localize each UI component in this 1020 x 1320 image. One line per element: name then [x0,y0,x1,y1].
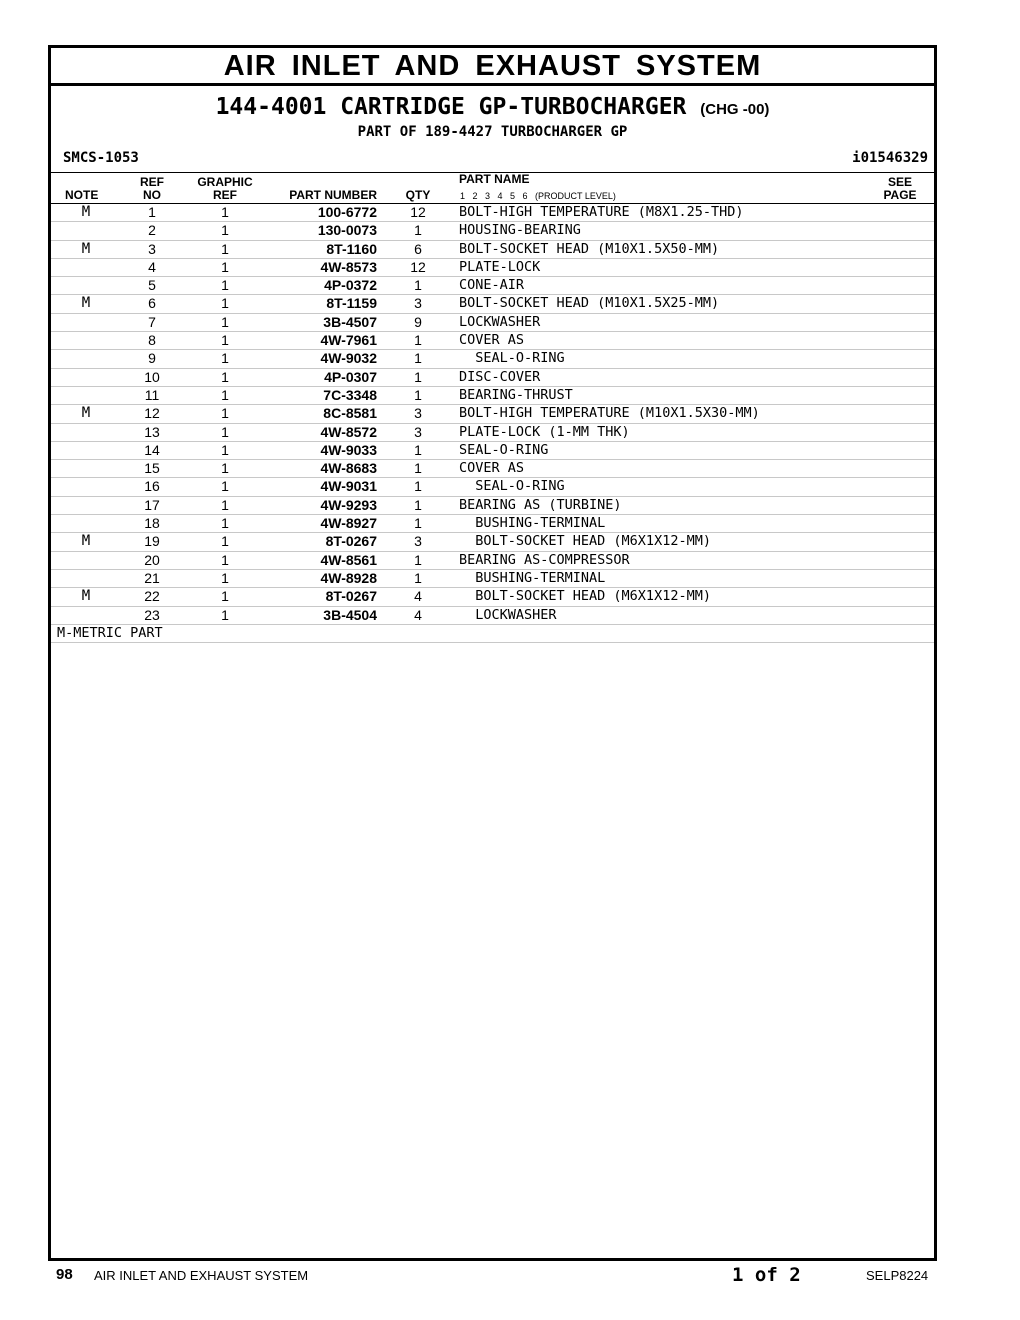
table-row [51,588,934,606]
part-number-cell[interactable]: 8T-0267 [325,588,377,605]
part-name-cell: COVER AS [459,332,525,349]
part-name-cell: BOLT-SOCKET HEAD (M10X1.5X25-MM) [459,295,720,312]
graphic-ref-cell: 1 [221,277,229,294]
quantity-cell: 12 [410,204,426,220]
quantity-cell: 1 [414,222,422,239]
ref-number-cell: 16 [144,478,160,495]
change-level: (CHG -00) [700,101,770,118]
ref-number-cell: 5 [148,277,156,294]
part-name-cell: BEARING AS (TURBINE) [459,496,622,513]
part-name-cell: LOCKWASHER [459,606,557,623]
graphic-ref-cell: 1 [221,533,229,550]
graphic-ref-cell: 1 [221,460,229,477]
part-name-cell: COVER AS [459,460,525,477]
ref-number-cell: 6 [148,295,156,312]
note-cell: M [81,295,91,312]
part-number-cell[interactable]: 3B-4507 [323,313,377,330]
page-of: 1 of 2 [732,1264,801,1286]
part-name-cell: PLATE-LOCK (1-MM THK) [459,423,630,440]
part-name-cell: LOCKWASHER [459,313,541,330]
table-header [51,172,934,204]
quantity-cell: 12 [410,258,426,275]
graphic-ref-cell: 1 [221,204,229,220]
quantity-cell: 1 [414,441,422,458]
part-number-cell[interactable]: 3B-4504 [323,606,377,623]
ref-number-cell: 11 [144,386,160,403]
group-heading-text: 144-4001 CARTRIDGE GP-TURBOCHARGER [215,94,687,120]
ref-number-cell: 14 [144,441,160,458]
quantity-cell: 6 [414,240,422,257]
page-frame [48,45,937,1261]
col-product-level: 1 2 3 4 5 6 (PRODUCT LEVEL) [460,191,616,201]
quantity-cell: 1 [414,515,422,532]
part-name-cell: BOLT-SOCKET HEAD (M6X1X12-MM) [459,533,711,550]
table-row [51,222,934,240]
table-row [51,259,934,277]
ref-number-cell: 7 [148,313,156,330]
metric-legend: M-METRIC PART [51,625,934,643]
quantity-cell: 1 [414,460,422,477]
table-row [51,533,934,551]
part-number-cell[interactable]: 4W-9032 [320,350,377,367]
part-number-cell[interactable]: 7C-3348 [323,386,377,403]
col-qty: QTY [405,188,431,202]
part-number-cell[interactable]: 4W-7961 [320,332,377,349]
ref-number-cell: 21 [144,569,160,586]
graphic-ref-cell: 1 [221,295,229,312]
quantity-cell: 1 [414,368,422,385]
table-row [51,515,934,533]
parts-table [51,204,934,643]
part-name-cell: PLATE-LOCK [459,258,541,275]
table-row [51,478,934,496]
graphic-ref-cell: 1 [221,515,229,532]
part-name-cell: BOLT-SOCKET HEAD (M10X1.5X50-MM) [459,240,720,257]
col-ref-top: REF [140,175,164,189]
note-cell: M [81,588,91,605]
part-number-cell[interactable]: 8C-8581 [323,405,377,422]
ref-number-cell: 15 [144,460,160,477]
graphic-ref-cell: 1 [221,569,229,586]
graphic-ref-cell: 1 [221,423,229,440]
part-name-cell: BOLT-HIGH TEMPERATURE (M10X1.5X30-MM) [459,405,760,422]
graphic-ref-cell: 1 [221,386,229,403]
part-name-cell: SEAL-O-RING [459,478,565,495]
graphic-ref-cell: 1 [221,258,229,275]
graphic-ref-cell: 1 [221,368,229,385]
table-row [51,424,934,442]
part-name-cell: BEARING-THRUST [459,386,573,403]
ref-number-cell: 19 [144,533,160,550]
part-number-cell[interactable]: 8T-1159 [326,295,377,312]
group-heading [51,94,934,123]
table-row [51,241,934,259]
smcs-code: SMCS-1053 [63,150,139,166]
note-cell: M [81,204,91,220]
table-row [51,350,934,368]
footer-section: AIR INLET AND EXHAUST SYSTEM [94,1268,309,1283]
graphic-ref-cell: 1 [221,588,229,605]
part-name-cell: DISC-COVER [459,368,541,385]
graphic-ref-cell: 1 [221,350,229,367]
col-part-name: PART NAME [459,172,530,186]
quantity-cell: 1 [414,277,422,294]
ref-number-cell: 13 [144,423,160,440]
part-number-cell[interactable]: 4W-9033 [320,441,377,458]
quantity-cell: 1 [414,569,422,586]
ref-number-cell: 4 [148,258,156,275]
ref-number-cell: 2 [148,222,156,239]
table-row [51,405,934,423]
part-number-cell[interactable]: 4P-0307 [324,368,377,385]
part-number-cell[interactable]: 4W-8573 [320,258,377,275]
table-row [51,314,934,332]
part-name-cell: BUSHING-TERMINAL [459,569,606,586]
ref-number-cell: 20 [144,551,160,568]
graphic-ref-cell: 1 [221,222,229,239]
ref-number-cell: 23 [144,606,160,623]
part-number-cell[interactable]: 4P-0372 [324,277,377,294]
col-see-top: SEE [887,175,912,189]
part-name-cell: SEAL-O-RING [459,441,549,458]
table-row [51,369,934,387]
note-cell: M [81,533,91,550]
quantity-cell: 4 [414,606,422,623]
graphic-ref-cell: 1 [221,496,229,513]
ref-number-cell: 17 [144,496,160,513]
graphic-ref-cell: 1 [221,332,229,349]
part-name-cell: BOLT-HIGH TEMPERATURE (M8X1.25-THD) [459,204,744,220]
ref-number-cell: 12 [144,405,160,422]
quantity-cell: 1 [414,386,422,403]
ref-number-cell: 9 [148,350,156,367]
part-number-cell[interactable]: 100-6772 [317,204,377,220]
graphic-ref-cell: 1 [221,478,229,495]
quantity-cell: 9 [414,313,422,330]
ref-number-cell: 10 [144,368,160,385]
part-name-cell: CONE-AIR [459,277,525,294]
note-cell: M [81,240,91,257]
quantity-cell: 1 [414,332,422,349]
part-number-cell[interactable]: 4W-8561 [320,551,377,568]
table-row [51,277,934,295]
table-row [51,607,934,625]
quantity-cell: 3 [414,295,422,312]
part-number-cell[interactable]: 130-0073 [317,222,377,239]
quantity-cell: 3 [414,533,422,550]
col-graphic-bottom: REF [213,188,237,202]
part-number-cell[interactable]: 8T-1160 [326,240,377,257]
part-number-cell[interactable]: 8T-0267 [325,533,377,550]
part-of-line: PART OF 189-4427 TURBOCHARGER GP [357,124,628,140]
graphic-ref-cell: 1 [221,551,229,568]
quantity-cell: 3 [414,405,422,422]
quantity-cell: 1 [414,478,422,495]
col-note: NOTE [65,188,99,202]
ref-number-cell: 8 [148,332,156,349]
part-name-cell: BEARING AS-COMPRESSOR [459,551,630,568]
illustration-id: i01546329 [852,150,928,166]
table-row [51,552,934,570]
graphic-ref-cell: 1 [221,240,229,257]
part-number-cell[interactable]: 4W-8927 [320,515,377,532]
graphic-ref-cell: 1 [221,313,229,330]
table-row [51,460,934,478]
ref-number-cell: 22 [144,588,160,605]
table-row [51,295,934,313]
ref-number-cell: 18 [144,515,160,532]
col-see-bottom: PAGE [883,188,917,202]
part-number-cell[interactable]: 4W-9031 [320,478,377,495]
quantity-cell: 1 [414,496,422,513]
quantity-cell: 4 [414,588,422,605]
quantity-cell: 3 [414,423,422,440]
table-row [51,332,934,350]
document-id: SELP8224 [866,1268,929,1283]
table-row [51,442,934,460]
graphic-ref-cell: 1 [221,606,229,623]
table-row [51,570,934,588]
col-part-number: PART NUMBER [289,188,377,202]
part-number-cell[interactable]: 4W-9293 [320,496,377,513]
part-name-cell: BOLT-SOCKET HEAD (M6X1X12-MM) [459,588,711,605]
quantity-cell: 1 [414,350,422,367]
part-name-cell: SEAL-O-RING [459,350,565,367]
note-cell: M [81,405,91,422]
col-ref-bottom: NO [143,188,161,202]
quantity-cell: 1 [414,551,422,568]
col-graphic-top: GRAPHIC [197,175,253,189]
part-number-cell[interactable]: 4W-8928 [320,569,377,586]
graphic-ref-cell: 1 [221,441,229,458]
part-number-cell[interactable]: 4W-8683 [320,460,377,477]
table-row [51,387,934,405]
part-number-cell[interactable]: 4W-8572 [320,423,377,440]
ref-number-cell: 1 [148,204,156,220]
page-title: AIR INLET AND EXHAUST SYSTEM [51,48,934,86]
part-name-cell: BUSHING-TERMINAL [459,515,606,532]
table-row [51,497,934,515]
graphic-ref-cell: 1 [221,405,229,422]
ref-number-cell: 3 [148,240,156,257]
part-name-cell: HOUSING-BEARING [459,222,581,239]
table-row [51,204,934,222]
page-number: 98 [56,1266,73,1283]
